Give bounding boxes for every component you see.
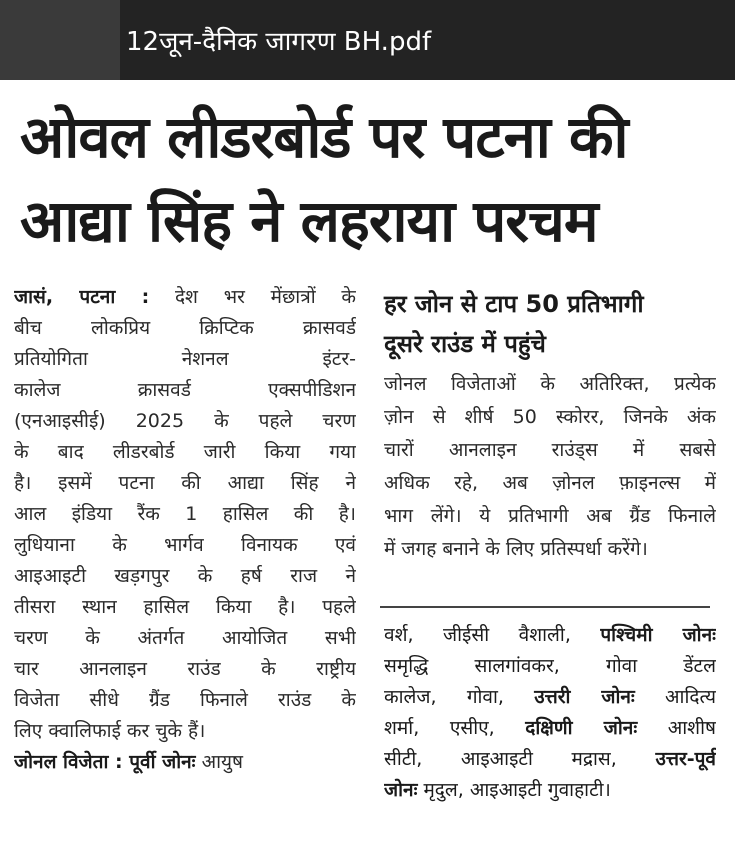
body-text-line: चारों आनलाइन राउंड्स में सबसे [384, 439, 716, 461]
zonal-winners-list [384, 620, 716, 806]
body-text: आयुष [195, 751, 243, 773]
zone-winner-line [384, 682, 716, 713]
body-text-line [14, 747, 356, 778]
body-text-line [14, 437, 356, 468]
winner-text: सीटी, आइआइटी मद्रास, [384, 748, 656, 770]
body-text: लुधियाना के भार्गव विनायक एवं [14, 534, 356, 556]
zone-winner-line [384, 744, 716, 775]
body-text-line [14, 561, 356, 592]
body-text-line [14, 375, 356, 406]
body-text: चरण के अंतर्गत आयोजित सभी [14, 627, 356, 649]
body-text-line [14, 685, 356, 716]
winner-text: मृदुल, आइआइटी गुवाहाटी। [417, 779, 611, 801]
title-bar-left-panel [0, 0, 120, 80]
headline-line-2: आद्या सिंह ने लहराया परचम [20, 187, 598, 255]
headline-line-1: ओवल लीडरबोर्ड पर पटना की [20, 103, 628, 171]
body-text-line [14, 623, 356, 654]
body-text-line [14, 530, 356, 561]
bold-lead-text: जोनल विजेता : पूर्वी जोनः [14, 751, 196, 773]
body-text: के बाद लीडरबोर्ड जारी किया गया [14, 441, 356, 463]
body-text-line: ज़ोन से शीर्ष 50 स्कोरर, जिनके अंक [384, 406, 716, 428]
body-text: प्रतियोगिता नेशनल इंटर- [14, 348, 356, 370]
zone-winner-line [384, 651, 716, 682]
body-text-line [14, 499, 356, 530]
zone-label: उत्तरी जोनः [534, 686, 635, 708]
body-text: देश भर मेंछात्रों के [149, 286, 356, 308]
subheadline-line-1: हर जोन से टाप 50 प्रतिभागी [384, 290, 644, 318]
zone-winner-line [384, 620, 716, 651]
body-text-line [14, 716, 356, 747]
body-text-line [14, 592, 356, 623]
zone-label: दक्षिणी जोनः [525, 717, 638, 739]
body-text: (एनआइसीई) 2025 के पहले चरण [14, 410, 356, 432]
body-text: आइआइटी खड़गपुर के हर्ष राज ने [14, 565, 356, 587]
body-text: विजेता सीधे ग्रैंड फिनाले राउंड के [14, 689, 356, 711]
bold-lead-text: जासं, पटना : [14, 286, 150, 308]
subheadline-line-2: दूसरे राउंड में पहुंचे [384, 330, 546, 358]
zone-winner-line [384, 713, 716, 744]
zone-label: पश्चिमी जोनः [600, 624, 716, 646]
body-text-line: में जगह बनाने के लिए प्रतिस्पर्धा करेंगे। [384, 538, 648, 560]
body-text-line [14, 313, 356, 344]
document-title: 12जून-दैनिक जागरण BH.pdf [126, 27, 432, 57]
pdf-title-bar [0, 0, 735, 80]
zone-label: उत्तर-पूर्व [655, 748, 716, 770]
body-text: आल इंडिया रैंक 1 हासिल की है। [14, 503, 356, 525]
winner-text: शर्मा, एसीए, [384, 717, 526, 739]
body-text-line [14, 344, 356, 375]
zone-winner-line [384, 775, 716, 806]
winner-text: आदित्य [634, 686, 716, 708]
body-text-line [14, 654, 356, 685]
zone-label: जोनः [384, 779, 418, 801]
article-left-column [14, 282, 356, 778]
winner-text: कालेज, गोवा, [384, 686, 535, 708]
body-text: कालेज क्रासवर्ड एक्सपीडिशन [14, 379, 356, 401]
body-text: है। इसमें पटना की आद्या सिंह ने [14, 472, 356, 494]
body-text: चार आनलाइन राउंड के राष्ट्रीय [14, 658, 356, 680]
body-text-line [14, 468, 356, 499]
body-text: तीसरा स्थान हासिल किया है। पहले [14, 596, 356, 618]
body-text-line: अधिक रहे, अब ज़ोनल फ़ाइनल्स में [384, 472, 716, 494]
winner-text: वर्श, जीईसी वैशाली, [384, 624, 601, 646]
article-right-column [384, 284, 716, 566]
body-text-line [14, 406, 356, 437]
winner-text: आशीष [637, 717, 716, 739]
column-divider-rule [380, 606, 710, 608]
body-text-line [14, 282, 356, 313]
body-text: बीच लोकप्रिय क्रिप्टिक क्रासवर्ड [14, 317, 356, 339]
body-text-line: जोनल विजेताओं के अतिरिक्त, प्रत्येक [384, 373, 716, 395]
winner-text: समृद्धि सालगांवकर, गोवा डेंटल [384, 655, 716, 677]
body-text-line: भाग लेंगे। ये प्रतिभागी अब ग्रैंड फिनाले [384, 505, 716, 527]
body-text: लिए क्वालिफाई कर चुके हैं। [14, 720, 206, 742]
